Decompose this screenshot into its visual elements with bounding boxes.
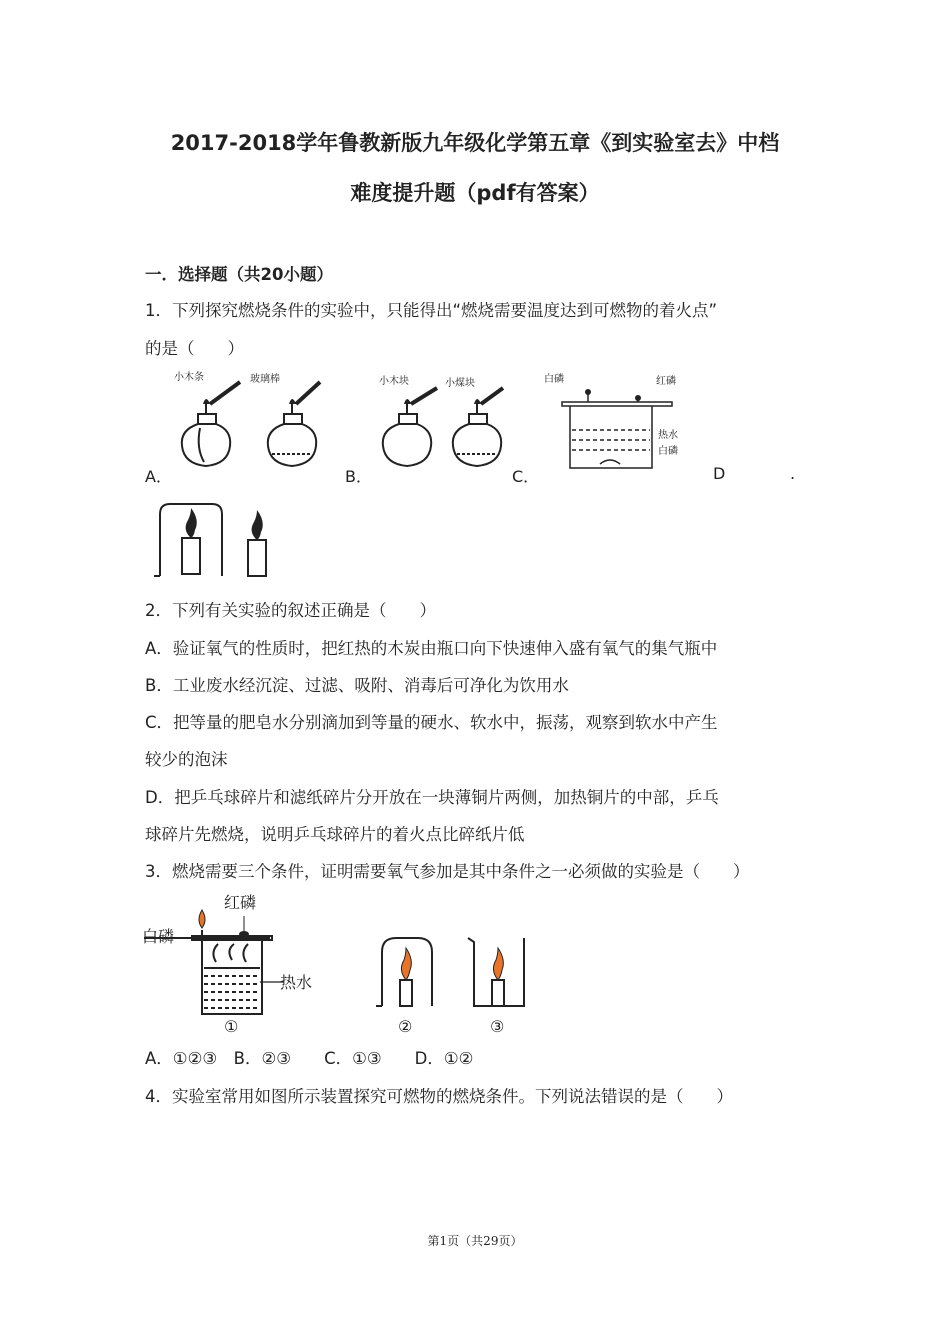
q1-option-a: A． xyxy=(145,467,172,486)
q1-option-d: D xyxy=(713,464,726,483)
q3-stem: 3．燃烧需要三个条件，证明需要氧气参加是其中条件之一必须做的实验是（ ） xyxy=(145,862,750,881)
q2-option-d-line1: D．把乒乓球碎片和滤纸碎片分开放在一块薄铜片两侧，加热铜片的中部，乒乓 xyxy=(145,788,719,807)
q1-figure-a xyxy=(170,368,330,473)
q1-option-c: C． xyxy=(512,467,540,486)
q2-stem: 2．下列有关实验的叙述正确是（ ） xyxy=(145,601,436,620)
q4-stem: 4．实验室常用如图所示装置探究可燃物的燃烧条件。下列说法错误的是（ ） xyxy=(145,1087,733,1106)
q1-fig-c-label-3: 热水 xyxy=(658,430,678,441)
q3-label-circle-1: ① xyxy=(224,1017,239,1036)
q1-figure-b xyxy=(375,372,515,472)
q2-option-c-line2: 较少的泡沫 xyxy=(145,750,228,769)
q1-stem-line2: 的是（ ） xyxy=(145,339,244,358)
q1-option-b: B． xyxy=(345,467,372,486)
q3-label-circle-2: ② xyxy=(398,1017,413,1036)
page-footer: 第1页（共29页） xyxy=(427,1234,523,1248)
q1-fig-c-label-1: 白磷 xyxy=(544,374,564,385)
q1-figure-d xyxy=(150,500,290,580)
q2-option-d-line2: 球碎片先燃烧，说明乒乓球碎片的着火点比碎纸片低 xyxy=(145,825,525,844)
q3-label-red-phosphorus: 红磷 xyxy=(224,893,257,912)
q3-figure xyxy=(140,886,540,1036)
q1-fig-a-label-1: 小木条 xyxy=(174,372,204,383)
q1-fig-b-label-1: 小木块 xyxy=(379,376,409,387)
q1-fig-c-label-2: 红磷 xyxy=(656,376,676,387)
q1-figure-c xyxy=(540,368,690,476)
q3-label-hot-water: 热水 xyxy=(280,973,313,992)
q2-option-c-line1: C．把等量的肥皂水分别滴加到等量的硬水、软水中，振荡，观察到软水中产生 xyxy=(145,713,718,732)
q2-option-b: B．工业废水经沉淀、过滤、吸附、消毒后可净化为饮用水 xyxy=(145,676,569,695)
q1-stem-line1: 1．下列探究燃烧条件的实验中，只能得出“燃烧需要温度达到可燃物的着火点” xyxy=(145,301,718,320)
q1-option-d-dot: . xyxy=(790,464,796,483)
q3-label-white-phosphorus: 白磷 xyxy=(142,927,175,946)
q1-fig-a-label-2: 玻璃棒 xyxy=(250,374,280,385)
q3-label-circle-3: ③ xyxy=(490,1017,505,1036)
q2-option-a: A．验证氧气的性质时，把红热的木炭由瓶口向下快速伸入盛有氧气的集气瓶中 xyxy=(145,639,718,658)
q1-fig-b-label-2: 小煤块 xyxy=(445,378,475,389)
document-title-line1: 2017-2018学年鲁教新版九年级化学第五章《到实验室去》中档 xyxy=(170,131,780,155)
q1-fig-c-label-4: 白磷 xyxy=(658,446,678,457)
section-heading: 一．选择题（共20小题） xyxy=(145,265,333,284)
q3-options: A．①②③ B．②③ C．①③ D．①② xyxy=(145,1049,474,1068)
document-title-line2: 难度提升题（pdf有答案） xyxy=(350,181,600,205)
